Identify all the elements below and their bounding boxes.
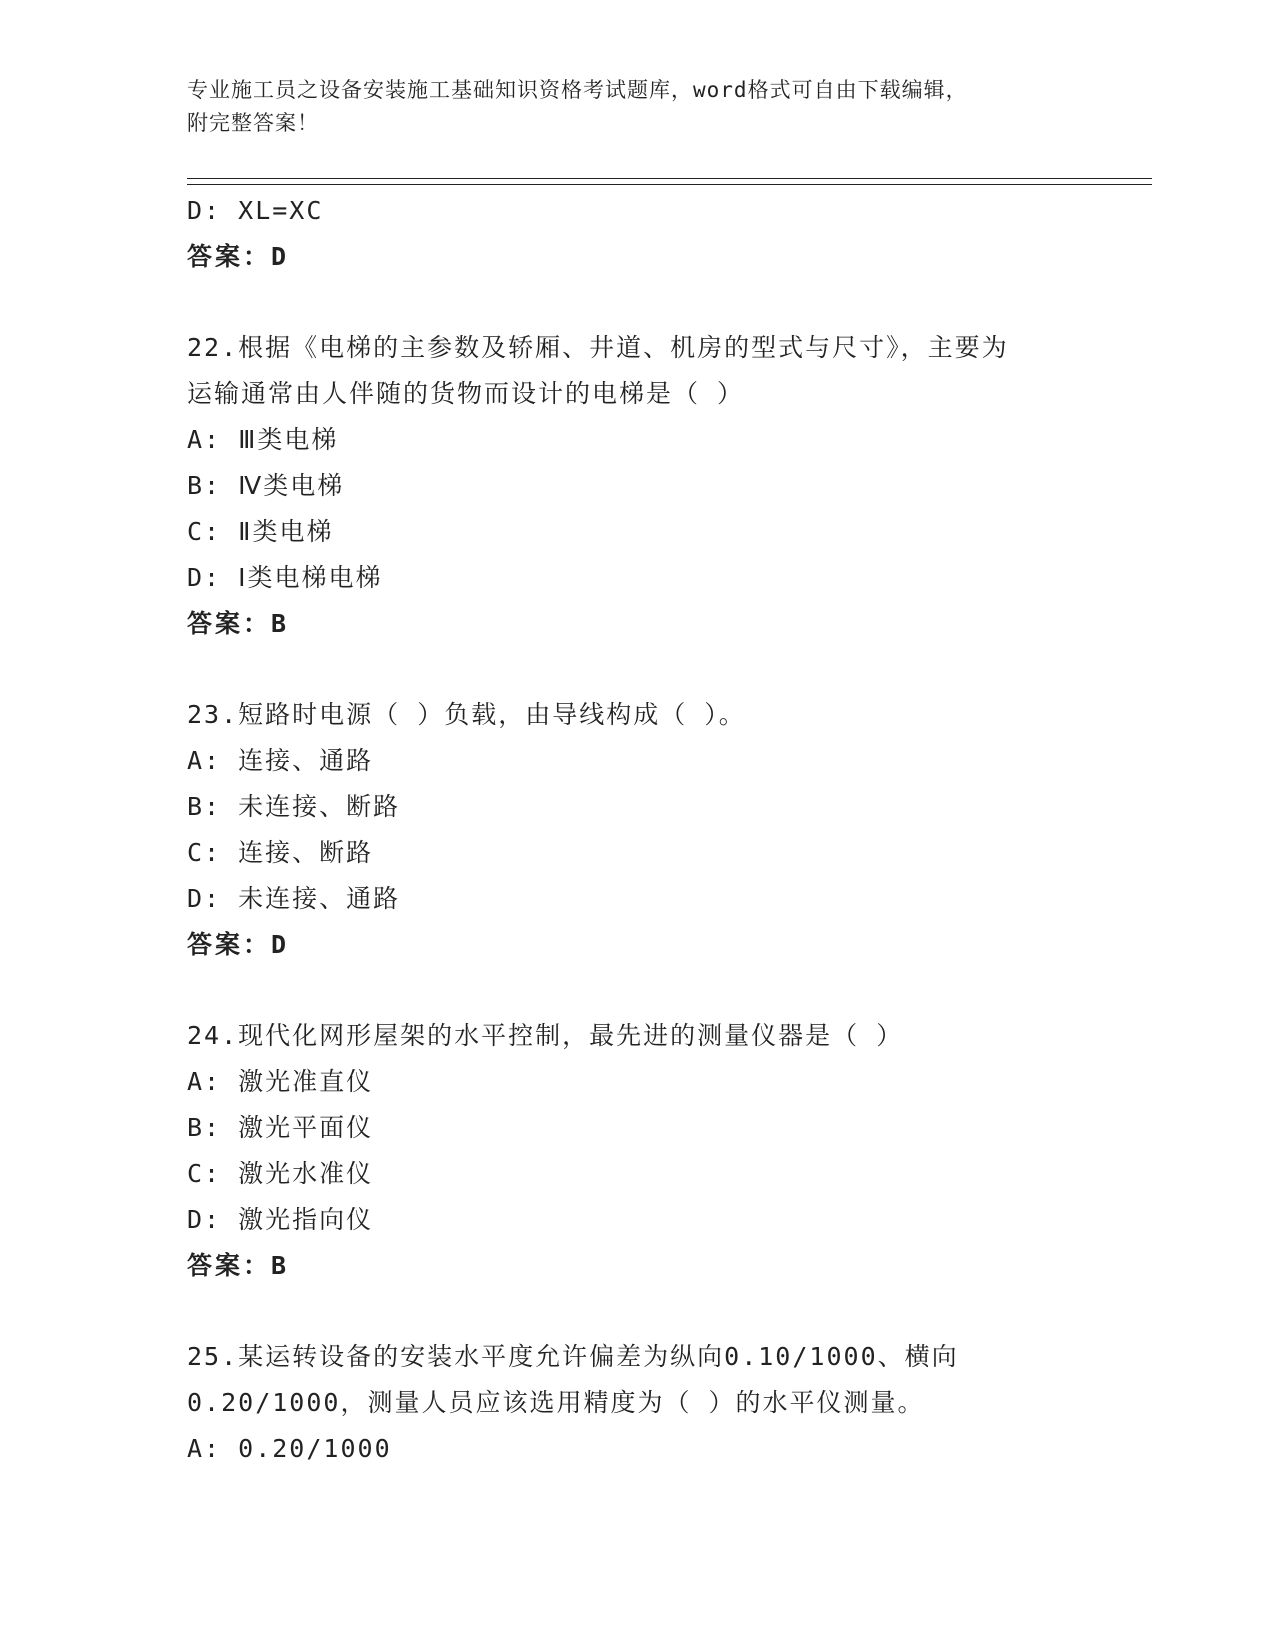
spacer — [187, 968, 1152, 1013]
question-stem: 23.短路时电源（ ）负载，由导线构成（ ）。 — [187, 700, 746, 729]
header-line-1: 专业施工员之设备安装施工基础知识资格考试题库，word格式可自由下载编辑， — [187, 78, 968, 102]
option-a: A: 连接、通路 — [187, 746, 374, 775]
spacer — [187, 1289, 1152, 1334]
spacer — [187, 280, 1152, 325]
answer: 答案：B — [187, 609, 290, 638]
option-c: C: 连接、断路 — [187, 838, 374, 867]
option-d: D: 激光指向仪 — [187, 1205, 374, 1234]
option-b: B: 激光平面仪 — [187, 1113, 374, 1142]
question-stem: 24.现代化网形屋架的水平控制，最先进的测量仪器是（ ） — [187, 1021, 904, 1050]
question-content — [187, 188, 1152, 1472]
question-22 — [187, 325, 1152, 647]
question-stem: 22.根据《电梯的主参数及轿厢、井道、机房的型式与尺寸》，主要为 — [187, 333, 1009, 362]
prev-answer: 答案：D — [187, 242, 290, 271]
answer: 答案：B — [187, 1251, 290, 1280]
prev-option-d: D: XL=XC — [187, 196, 324, 225]
option-a: A: 激光准直仪 — [187, 1067, 374, 1096]
question-23 — [187, 692, 1152, 968]
question-stem-cont: 0.20/1000，测量人员应该选用精度为（ ）的水平仪测量。 — [187, 1388, 925, 1417]
question-25 — [187, 1334, 1152, 1472]
question-stem-cont: 运输通常由人伴随的货物而设计的电梯是（ ） — [187, 379, 745, 408]
header-line-2: 附完整答案！ — [187, 111, 319, 135]
option-a: A: Ⅲ类电梯 — [187, 425, 339, 454]
header-divider — [187, 178, 1152, 185]
spacer — [187, 647, 1152, 692]
option-d: D: 未连接、通路 — [187, 884, 401, 913]
option-c: C: 激光水准仪 — [187, 1159, 374, 1188]
question-24 — [187, 1013, 1152, 1289]
option-c: C: Ⅱ类电梯 — [187, 517, 334, 546]
option-b: B: Ⅳ类电梯 — [187, 471, 345, 500]
option-b: B: 未连接、断路 — [187, 792, 401, 821]
question-stem: 25.某运转设备的安装水平度允许偏差为纵向0.10/1000、横向 — [187, 1342, 959, 1371]
option-d: D: Ⅰ类电梯电梯 — [187, 563, 383, 592]
option-a: A: 0.20/1000 — [187, 1434, 392, 1463]
document-header — [187, 74, 1087, 140]
answer: 答案：D — [187, 930, 290, 959]
